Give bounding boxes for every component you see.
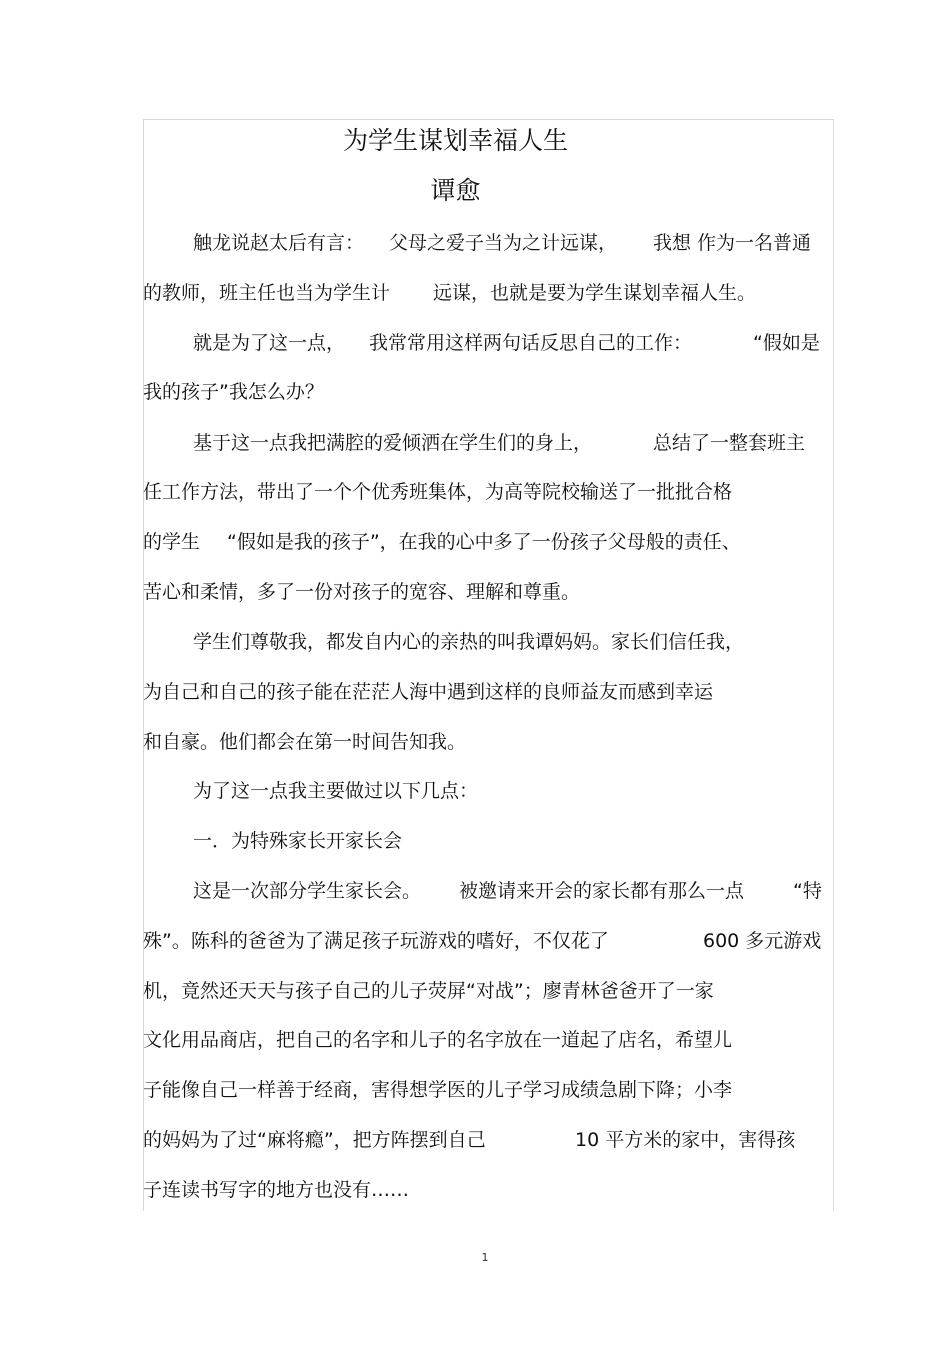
- text-segment: 600 多元游戏: [703, 930, 822, 952]
- text-segment: 被邀请来开会的家长都有那么一点: [459, 880, 745, 902]
- page-number: 1: [481, 1251, 489, 1264]
- paragraph-line: 为自己和自己的孩子能在茫茫人海中遇到这样的良师益友而感到幸运: [143, 681, 714, 703]
- text-segment: 10 平方米的家中，害得孩: [575, 1129, 796, 1151]
- text-segment: 殊”。陈科的爸爸为了满足孩子玩游戏的嗜好，不仅花了: [143, 930, 609, 952]
- text-segment: 的学生: [143, 531, 201, 553]
- paragraph-line: 苦心和柔情，多了一份对孩子的宽容、理解和尊重。: [143, 581, 581, 603]
- paragraph-line: 子连读书写字的地方也没有……: [143, 1179, 410, 1201]
- section-heading: 一．为特殊家长开家长会: [193, 830, 403, 852]
- paragraph-line: 我的孩子”我怎么办？: [143, 381, 324, 403]
- paragraph-line: 文化用品商店，把自己的名字和儿子的名字放在一道起了店名，希望儿: [143, 1029, 733, 1051]
- text-segment: “特: [793, 880, 822, 902]
- paragraph-line: 任工作方法，带出了一个个优秀班集体，为高等院校输送了一批批合格: [143, 481, 733, 503]
- document-title: 为学生谋划幸福人生: [342, 126, 568, 155]
- document-author: 谭愈: [430, 176, 481, 205]
- paragraph-line: 为了这一点我主要做过以下几点：: [193, 780, 479, 802]
- text-segment: 触龙说赵太后有言：: [193, 232, 365, 254]
- paragraph-line: 学生们尊敬我，都发自内心的亲热的叫我谭妈妈。家长们信任我，: [193, 631, 745, 653]
- text-segment: 远谋，也就是要为学生谋划幸福人生。: [433, 282, 757, 304]
- text-segment: “假如是: [753, 332, 820, 354]
- text-segment: 的妈妈为了过“麻将瘾”，把方阵摆到自己: [143, 1129, 486, 1151]
- text-segment: 父母之爱子当为之计远谋，: [389, 232, 618, 254]
- paragraph-line: 机，竟然还天天与孩子自己的儿子荧屏“对战”；廖青林爸爸开了一家: [143, 980, 714, 1002]
- paragraph-line: 和自豪。他们都会在第一时间告知我。: [143, 731, 467, 753]
- text-segment: 基于这一点我把满腔的爱倾洒在学生们的身上，: [193, 432, 593, 454]
- text-segment: 我想 作为一名普通: [653, 232, 812, 254]
- text-segment: 的教师，班主任也当为学生计: [143, 282, 391, 304]
- text-segment: 这是一次部分学生家长会。: [193, 880, 422, 902]
- text-segment: 总结了一整套班主: [653, 432, 806, 454]
- text-segment: “假如是我的孩子”，在我的心中多了一份孩子父母般的责任、: [227, 531, 741, 553]
- text-segment: 就是为了这一点，: [193, 332, 346, 354]
- text-segment: 我常常用这样两句话反思自己的工作：: [369, 332, 693, 354]
- paragraph-line: 子能像自己一样善于经商，害得想学医的儿子学习成绩急剧下降；小李: [143, 1079, 733, 1101]
